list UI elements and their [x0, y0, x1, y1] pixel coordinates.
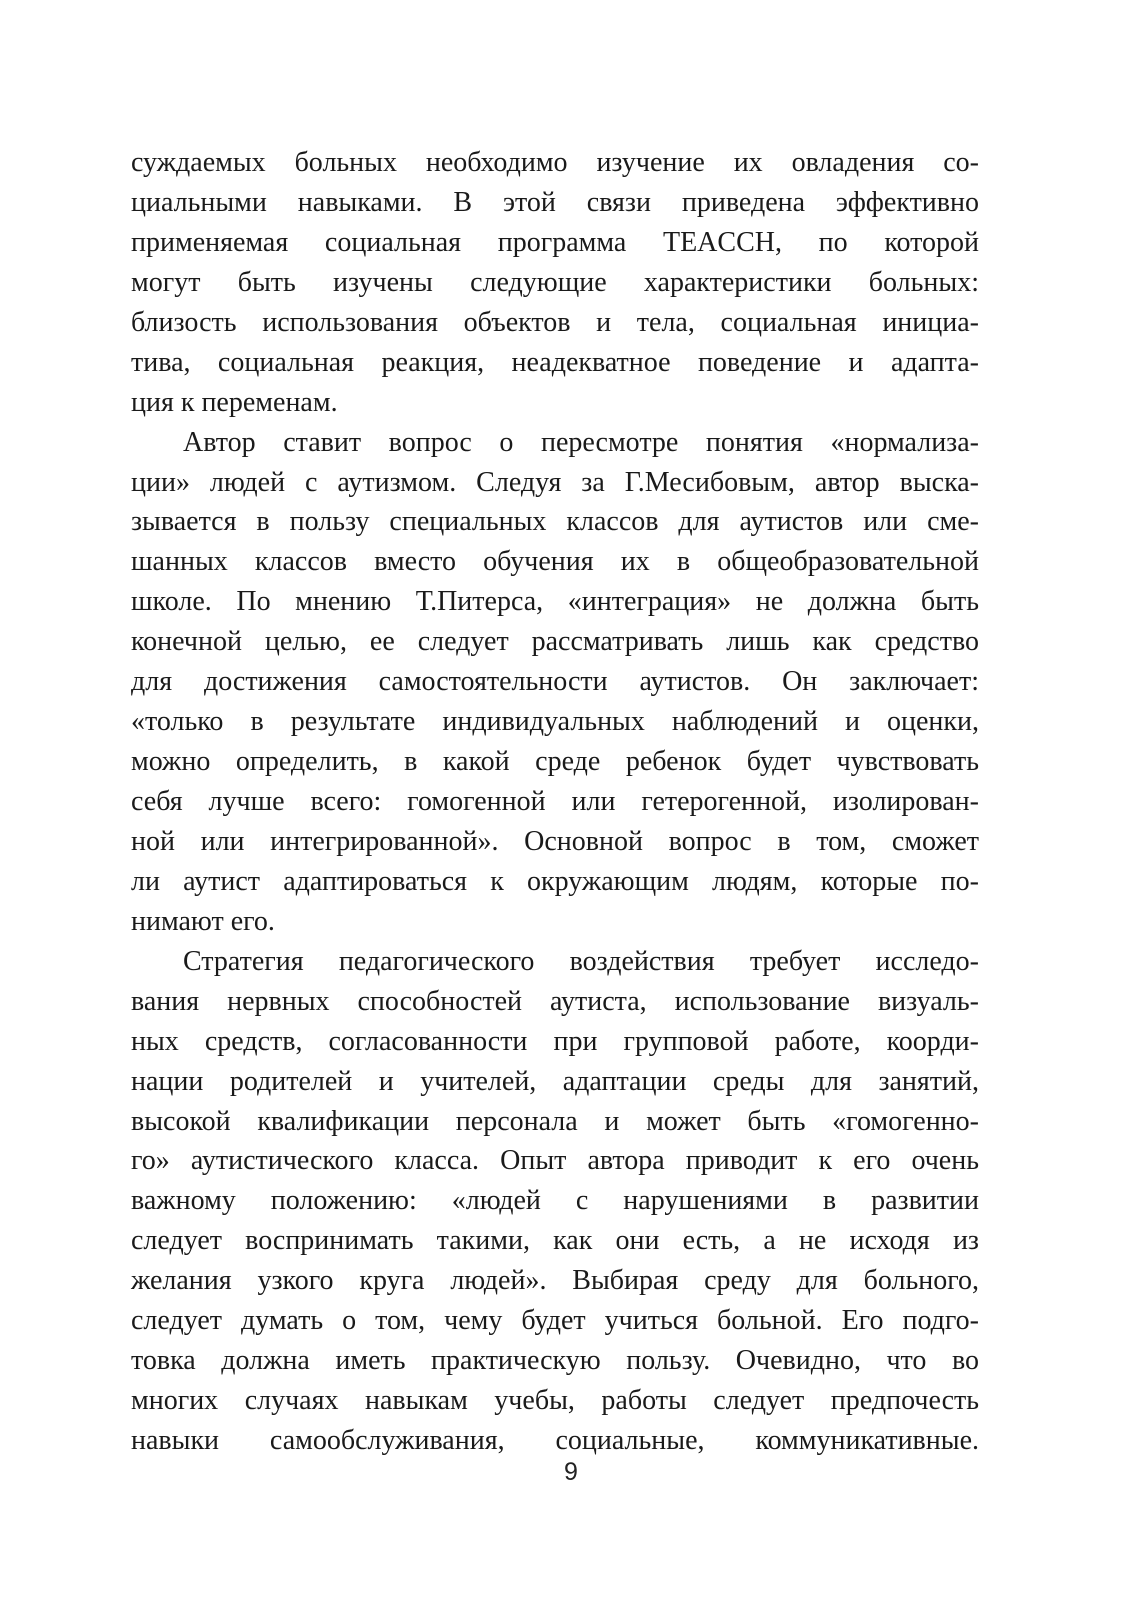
text-line: себя лучше всего: гомогенной или гетерогенной, изолирован- — [131, 786, 979, 817]
text-line: ных средств, согласованности при групповой работе, коорди- — [131, 1025, 979, 1057]
text-line: циальными навыками. В этой связи приведена эффективно — [131, 186, 979, 218]
text-line: могут быть изучены следующие характеристики больных: — [131, 266, 979, 298]
text-line: школе. По мнению Т.Питерса, «интеграция» не должна быть — [131, 586, 979, 618]
text-line: нации родителей и учителей, адаптации среды для занятий, — [131, 1065, 979, 1097]
paragraph — [131, 942, 979, 1461]
text-line: следует воспринимать такими, как они есть, а не исходя из — [131, 1225, 979, 1257]
text-line: близость использования объектов и тела, социальная инициа- — [131, 306, 979, 338]
text-line: важному положению: «людей с нарушениями в развитии — [131, 1185, 979, 1217]
text-line: «только в результате индивидуальных наблюдений и оценки, — [131, 706, 979, 738]
text-line: конечной целью, ее следует рассматривать лишь как средство — [131, 626, 979, 658]
text-line: следует думать о том, чему будет учиться больной. Его подго- — [131, 1305, 979, 1337]
text-line: высокой квалификации персонала и может быть «гомогенно- — [131, 1105, 979, 1137]
text-line: многих случаях навыкам учебы, работы следует предпочесть — [131, 1385, 979, 1417]
text-line: для достижения самостоятельности аутистов. Он заключает: — [131, 666, 979, 698]
text-line: вания нервных способностей аутиста, использование визуаль- — [131, 985, 979, 1017]
text-line: ной или интегрированной». Основной вопрос в том, сможет — [131, 825, 979, 857]
text-line: ции» людей с аутизмом. Следуя за Г.Месибовым, автор выска- — [131, 466, 979, 498]
text-line: товка должна иметь практическую пользу. Очевидно, что во — [131, 1345, 979, 1377]
text-line: суждаемых больных необходимо изучение их овладения со- — [131, 147, 979, 178]
text-line: ли аутист адаптироваться к окружающим людям, которые по- — [131, 865, 979, 897]
text-line: тива, социальная реакция, неадекватное поведение и адапта- — [131, 346, 979, 378]
text-line: Стратегия педагогического воздействия требует исследо- — [183, 945, 979, 977]
text-line: нимают его. — [131, 905, 275, 937]
text-line: желания узкого круга людей». Выбирая среду для больного, — [131, 1265, 979, 1297]
page-number: 9 — [564, 1458, 578, 1486]
text-line: шанных классов вместо обучения их в общеобразовательной — [131, 546, 979, 578]
text-line: ция к переменам. — [131, 386, 338, 418]
text-line: применяемая социальная программа TEACCH, по которой — [131, 226, 979, 258]
paragraph — [131, 143, 979, 423]
paragraph — [131, 423, 979, 942]
text-line: можно определить, в какой среде ребенок будет чувствовать — [131, 746, 979, 778]
text-line: Автор ставит вопрос о пересмотре понятия «нормализа- — [183, 426, 979, 458]
text-line: го» аутистического класса. Опыт автора приводит к его очень — [131, 1145, 979, 1177]
text-line: зывается в пользу специальных классов для аутистов или сме- — [131, 506, 979, 538]
body-text — [131, 143, 979, 1461]
text-line: навыки самообслуживания, социальные, коммуникативные. — [131, 1425, 979, 1456]
